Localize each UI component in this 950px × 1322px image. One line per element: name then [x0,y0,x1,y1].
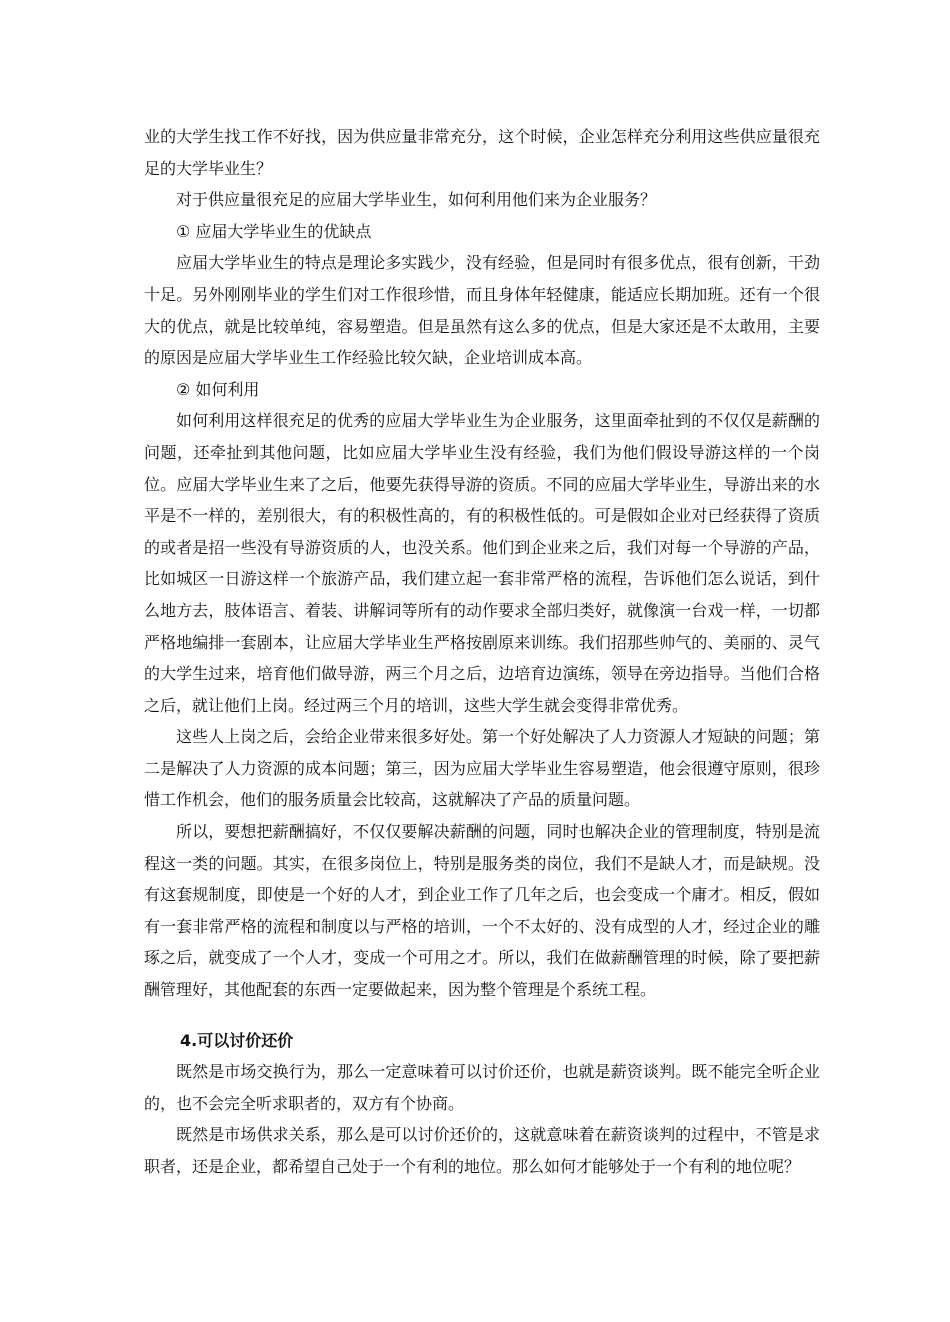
pros-cons-paragraph: 应届大学毕业生的特点是理论多实践少，没有经验，但是同时有很多优点，很有创新，干劲十足。另外刚刚毕业的学生们对工作很珍惜，而且身体年轻健康，能适应长期加班。还有一个很大的优点，就是比较单纯，容易塑造。但是虽然有这么多的优点，但是大家还是不太敢用，主要的原因是应届大学毕业生工作经验比较欠缺，企业培训成本高。 [144,253,820,368]
continued-paragraph: 业的大学生找工作不好找，因为供应量非常充分，这个时候，企业怎样充分利用这些供应量很充足的大学毕业生？ [144,127,820,178]
benefits-paragraph: 这些人上岗之后，会给企业带来很多好处。第一个好处解决了人力资源人才短缺的问题；第二是解决了人力资源的成本问题；第三，因为应届大学毕业生容易塑造，他会很遵守原则，很珍惜工作机会，他们的服务质量会比较高，这就解决了产品的质量问题。 [144,727,820,810]
section-heading: 4.可以讨价还价 [180,1030,294,1050]
document-page [144,121,820,1183]
question-paragraph: 对于供应量很充足的应届大学毕业生，如何利用他们来为企业服务？ [176,190,657,210]
section-paragraph: 既然是市场供求关系，那么是可以讨价还价的，这就意味着在薪资谈判的过程中，不管是求职者，还是企业，都希望自己处于一个有利的地位。那么如何才能够处于一个有利的地位呢？ [144,1125,820,1176]
subheading-pros-cons: ① 应届大学毕业生的优缺点 [176,221,372,241]
how-to-use-paragraph: 如何利用这样很充足的优秀的应届大学毕业生为企业服务，这里面牵扯到的不仅仅是薪酬的问题，还牵扯到其他问题，比如应届大学毕业生没有经验，我们为他们假设导游这样的一个岗位。应届大学毕业生来了之后，他要先获得导游的资质。不同的应届大学毕业生，导游出来的水平是不一样的，差别很大，有的积极性高的，有的积极性低的。可是假如企业对已经获得了资质的或者是招一些没有导游资质的人，也没关系。他们到企业来之后，我们对每一个导游的产品，比如城区一日游这样一个旅游产品，我们建立起一套非常严格的流程，告诉他们怎么说话，到什么地方去，肢体语言、着装、讲解词等所有的动作要求全部归类好，就像演一台戏一样，一切都严格地编排一套剧本，让应届大学毕业生严格按剧原来训练。我们招那些帅气的、美丽的、灵气的大学生过来，培育他们做导游，两三个月之后，边培育边演练，领导在旁边指导。当他们合格之后，就让他们上岗。经过两三个月的培训，这些大学生就会变得非常优秀。 [144,411,820,715]
section-paragraph: 既然是市场交换行为，那么一定意味着可以讨价还价，也就是薪资谈判。既不能完全听企业的，也不会完全听求职者的，双方有个协商。 [144,1062,820,1113]
subheading-how-to-use: ② 如何利用 [176,379,260,399]
conclusion-paragraph: 所以，要想把薪酬搞好，不仅仅要解决薪酬的问题，同时也解决企业的管理制度，特别是流程这一类的问题。其实，在很多岗位上，特别是服务类的岗位，我们不是缺人才，而是缺规。没有这套规制度，即使是一个好的人才，到企业工作了几年之后，也会变成一个庸才。相反，假如有一套非常严格的流程和制度以与严格的培训，一个不太好的、没有成型的人才，经过企业的雕琢之后，就变成了一个人才，变成一个可用之才。所以，我们在做薪酬管理的时候，除了要把薪酬管理好，其他配套的东西一定要做起来，因为整个管理是个系统工程。 [144,822,820,1000]
